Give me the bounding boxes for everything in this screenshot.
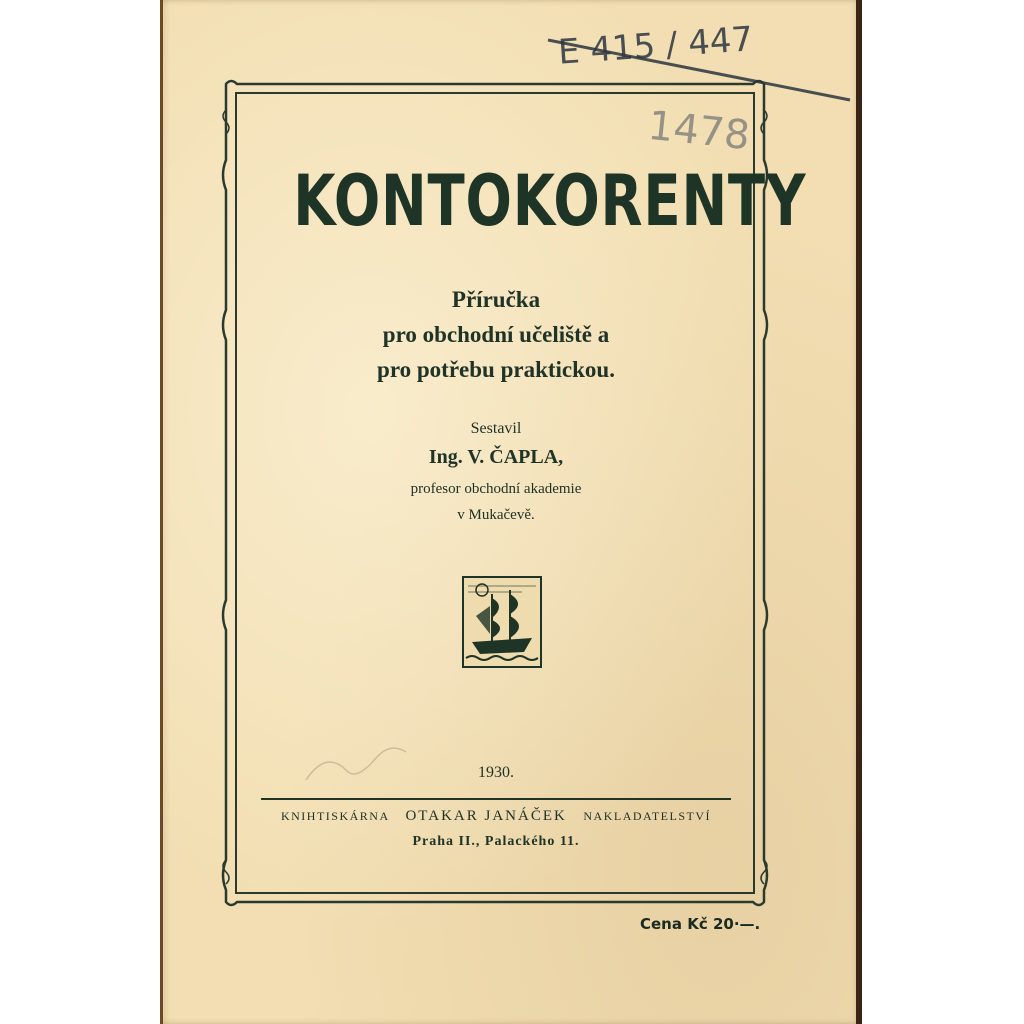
book-title: KONTOKORENTY: [293, 160, 807, 242]
printer-line: [236, 808, 756, 825]
publication-year: 1930.: [478, 764, 514, 781]
author-role-line: profesor obchodní akademie: [410, 481, 582, 497]
subtitle-line: pro obchodní učeliště a: [382, 322, 610, 347]
printer-name: OTAKAR JANÁČEK: [405, 808, 567, 824]
price-label: Cena Kč 20·—.: [640, 915, 761, 933]
printer-right-label: NAKLADATELSTVÍ: [583, 809, 712, 823]
handwritten-shelf-number: 1478: [645, 102, 752, 160]
book-subtitle: [236, 282, 756, 387]
author-name: Ing. V. ČAPLA,: [428, 446, 564, 468]
handwritten-call-number: E 415 / 447: [556, 19, 755, 73]
subtitle-line: Příručka: [451, 287, 541, 312]
subtitle-line: pro potřebu praktickou.: [377, 357, 615, 382]
printer-address: Praha II., Palackého 11.: [412, 834, 580, 849]
footer-divider: [261, 798, 731, 800]
printer-left-label: KNIHTISKÁRNA: [280, 809, 389, 823]
sailing-ship-icon: [462, 576, 542, 668]
author-role: [236, 476, 756, 528]
author-role-line: v Mukačevě.: [457, 507, 535, 523]
compiled-by-label: Sestavil: [470, 420, 522, 437]
